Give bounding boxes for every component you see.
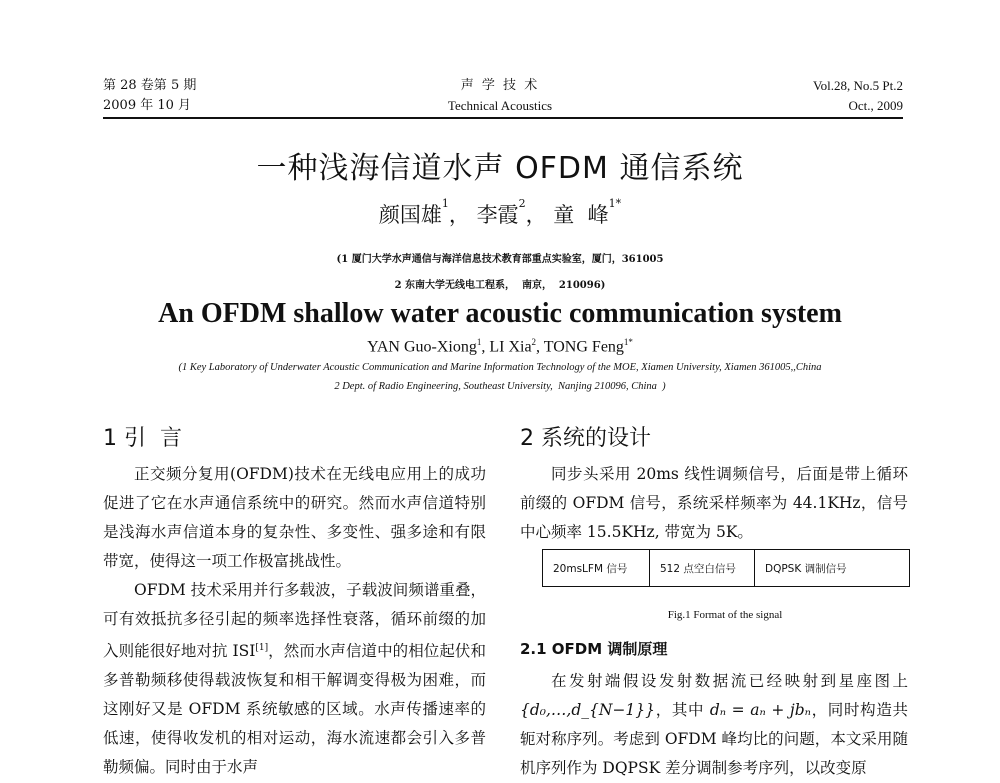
paper-title-en: An OFDM shallow water acoustic communication system — [158, 298, 842, 329]
journal-volume: 第 28 卷第 5 期 — [103, 78, 197, 93]
affiliation-cn-2: 2 东南大学无线电工程系， 南京， 210096) — [394, 280, 606, 291]
signal-cell-blank: 512 点空白信号 — [649, 550, 754, 586]
journal-vol-en: Vol.28, No.5 Pt.2 — [812, 78, 903, 93]
figure-caption: Fig.1 Format of the signal — [667, 609, 783, 621]
journal-name-en: Technical Acoustics — [447, 98, 553, 113]
section-heading-design: 2 系统的设计 — [520, 426, 651, 451]
signal-cell-dqpsk: DQPSK 调制信号 — [754, 550, 909, 586]
author-name: 李霞 — [476, 203, 519, 227]
author-name-en: YAN Guo-Xiong — [367, 338, 477, 356]
subsection-heading: 2.1 OFDM 调制原理 — [520, 640, 668, 658]
author-name-en: LI Xia — [489, 338, 532, 356]
design-paragraph-1: 同步头采用 20ms 线性调频信号，后面是带上循环前缀的 OFDM 信号，系统采样频率为 44.1KHz，信号中心频率 15.5KHz, 带宽为 5K。 — [520, 465, 908, 541]
math-set: {d₀,…,d_{N−1}} — [520, 701, 656, 719]
journal-date-en: Oct., 2009 — [848, 98, 903, 113]
intro-body — [103, 460, 486, 782]
affiliation-cn-1: (1 厦门大学水声通信与海洋信息技术教育部重点实验室，厦门，361005 — [336, 254, 664, 265]
author-mark: 1* — [608, 197, 622, 210]
journal-date: 2009 年 10 月 — [103, 98, 192, 113]
citation-ref: [1] — [255, 643, 269, 653]
signal-format-figure — [542, 549, 910, 587]
author-mark: 1 — [441, 197, 449, 210]
design-paragraph-2: 在发射端假设发射数据流已经映射到星座图上 {d₀,…,d_{N−1}}，其中 dₙ = aₙ + jbₙ，同时构造共轭对称序列。考虑到 OFDM 峰均比的问题，本文采用随机序列作为 DQPSK 差分调制参考序列，以改变原 — [520, 672, 908, 777]
signal-cell-lfm: 20msLFM 信号 — [553, 562, 628, 575]
header-rule — [103, 117, 903, 119]
intro-paragraph-1: 正交频分复用(OFDM)技术在无线电应用上的成功促进了它在水声通信系统中的研究。然而水声信道特别是浅海水声信道本身的复杂性、多变性、强多途和有限带宽，使得这一项工作极富挑战性。 — [103, 465, 486, 570]
journal-name-cn: 声 学 技 术 — [460, 78, 540, 93]
author-name: 童 峰 — [553, 203, 609, 227]
paper-title-cn: 一种浅海信道水声 OFDM 通信系统 — [256, 151, 744, 186]
math-equation: dₙ = aₙ + jbₙ — [709, 701, 811, 719]
affiliation-en-1: (1 Key Laboratory of Underwater Acoustic Communication and Marine Information Technology of the MOE, Xiamen University, Xiamen 361005,,China — [178, 362, 822, 373]
intro-paragraph-2: OFDM 技术采用并行多载波，子载波间频谱重叠，可有效抵抗多径引起的频率选择性衰落，循环前缀的加入则能很好地对抗 ISI[1]，然而水声信道中的相位起伏和多普勒频移使得载波恢复和相干解调变得极为困难，而这刚好又是 OFDM 系统敏感的区域。水声传播速率的低速，使得收发机的相对运动，海水流速都会引入多普勒频偏。同时由于水声 — [103, 581, 486, 777]
author-mark: 2 — [518, 197, 526, 210]
affiliation-en-2: 2 Dept. of Radio Engineering, Southeast University, Nanjing 210096, China ) — [334, 381, 666, 392]
author-name: 颜国雄 — [378, 203, 442, 227]
section-heading-intro: 1 引 言 — [103, 426, 182, 451]
authors-cn: 颜国雄$^1$， 李霞$^2$， 童 峰$^{1*}$ — [378, 197, 622, 227]
authors-en: YAN Guo-Xiong$^1$, LI Xia$^2$, TONG Feng$^{1*}$ — [367, 337, 633, 356]
author-name-en: TONG Feng — [543, 338, 624, 356]
